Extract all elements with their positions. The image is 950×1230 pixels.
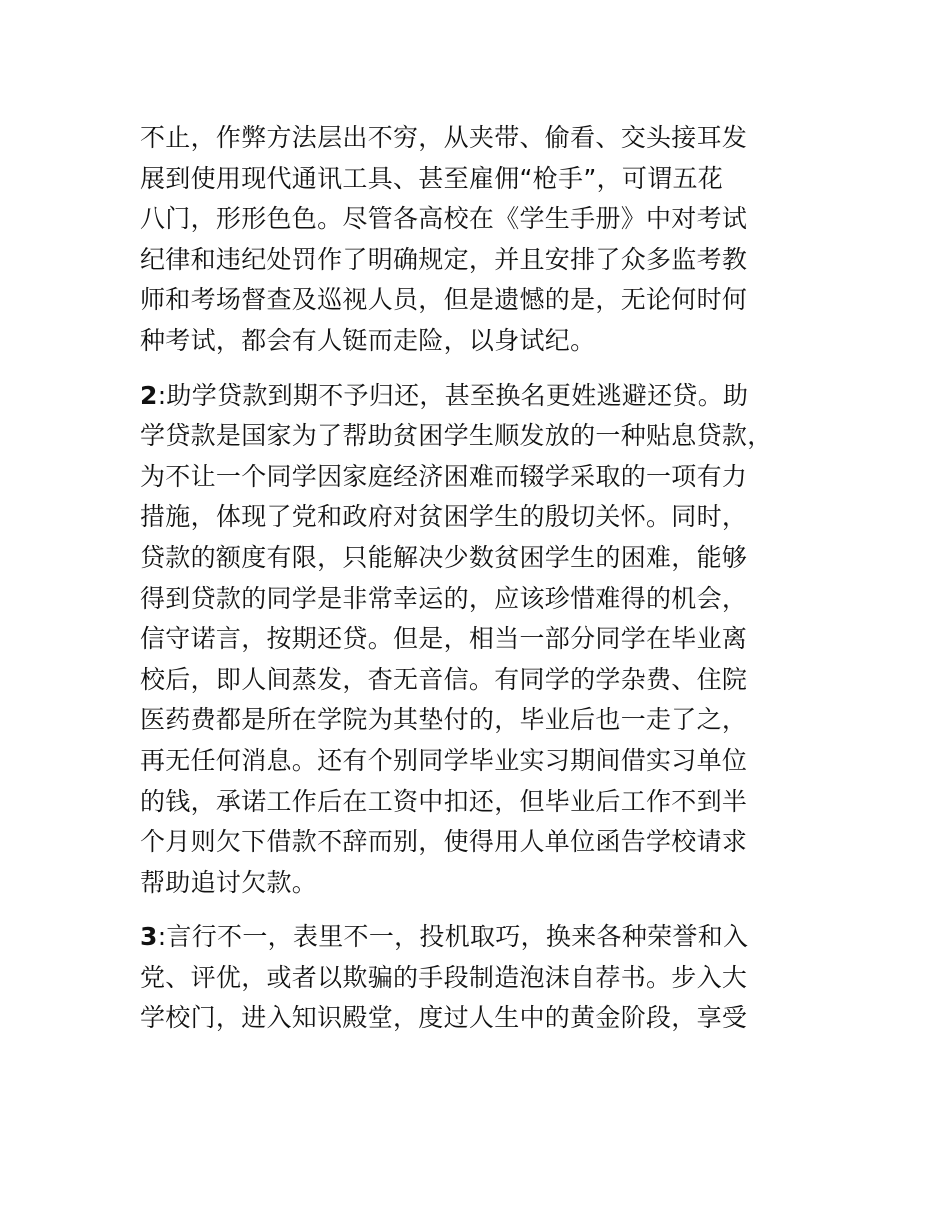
paragraph-1 [140,118,812,362]
text-line [140,376,812,417]
text-line: 八门，形形色色。尽管各高校在《学生手册》中对考试 [140,204,748,234]
text-line: 再无任何消息。还有个别同学毕业实习期间借实习单位 [140,745,748,775]
text-line: 信守诺言，按期还贷。但是，相当一部分同学在毕业离 [140,624,748,654]
paragraph-3 [140,917,812,1039]
text-line: 纪律和违纪处罚作了明确规定，并且安排了众多监考教 [140,244,748,274]
text-line: 学校门，进入知识殿堂，度过人生中的黄金阶段，享受 [140,1003,748,1033]
text-line: 得到贷款的同学是非常幸运的，应该珍惜难得的机会， [140,583,748,613]
text-line: 不止，作弊方法层出不穷，从夹带、偷看、交头接耳发 [140,123,748,152]
text-line: 措施，体现了党和政府对贫困学生的殷切关怀。同时， [140,502,748,532]
text-span: :助学贷款到期不予归还，甚至换名更姓逃避还贷。助 [157,380,749,410]
paragraph-spacer [140,362,812,376]
text-line [140,917,812,958]
text-span: :言行不一，表里不一，投机取巧，换来各种荣誉和入 [157,922,749,952]
text-line: 的钱，承诺工作后在工资中扣还，但毕业后工作不到半 [140,786,748,816]
document-body [140,118,812,1039]
text-line: 个月则欠下借款不辞而别，使得用人单位函告学校请求 [140,827,748,857]
text-line: 校后，即人间蒸发，杳无音信。有同学的学杂费、住院 [140,664,748,694]
text-line: 帮助追讨欠款。 [140,867,318,897]
paragraph-number: 3 [140,922,158,952]
text-line: 学贷款是国家为了帮助贫困学生顺发放的一种贴息贷款， [140,421,773,451]
text-line: 种考试，都会有人铤而走险，以身试纪。 [140,325,596,355]
text-line: 为不让一个同学因家庭经济困难而辍学采取的一项有力 [140,461,748,491]
paragraph-2 [140,376,812,904]
text-line: 师和考场督查及巡视人员，但是遗憾的是，无论何时何 [140,285,748,315]
paragraph-spacer [140,903,812,917]
text-line: 医药费都是所在学院为其垫付的，毕业后也一走了之， [140,705,748,735]
paragraph-number: 2 [140,380,158,410]
text-line: 党、评优，或者以欺骗的手段制造泡沫自荐书。步入大 [140,962,748,992]
text-line: 展到使用现代通讯工具、甚至雇佣“枪手”，可谓五花 [140,163,724,193]
text-line: 贷款的额度有限，只能解决少数贫困学生的困难，能够 [140,542,748,572]
